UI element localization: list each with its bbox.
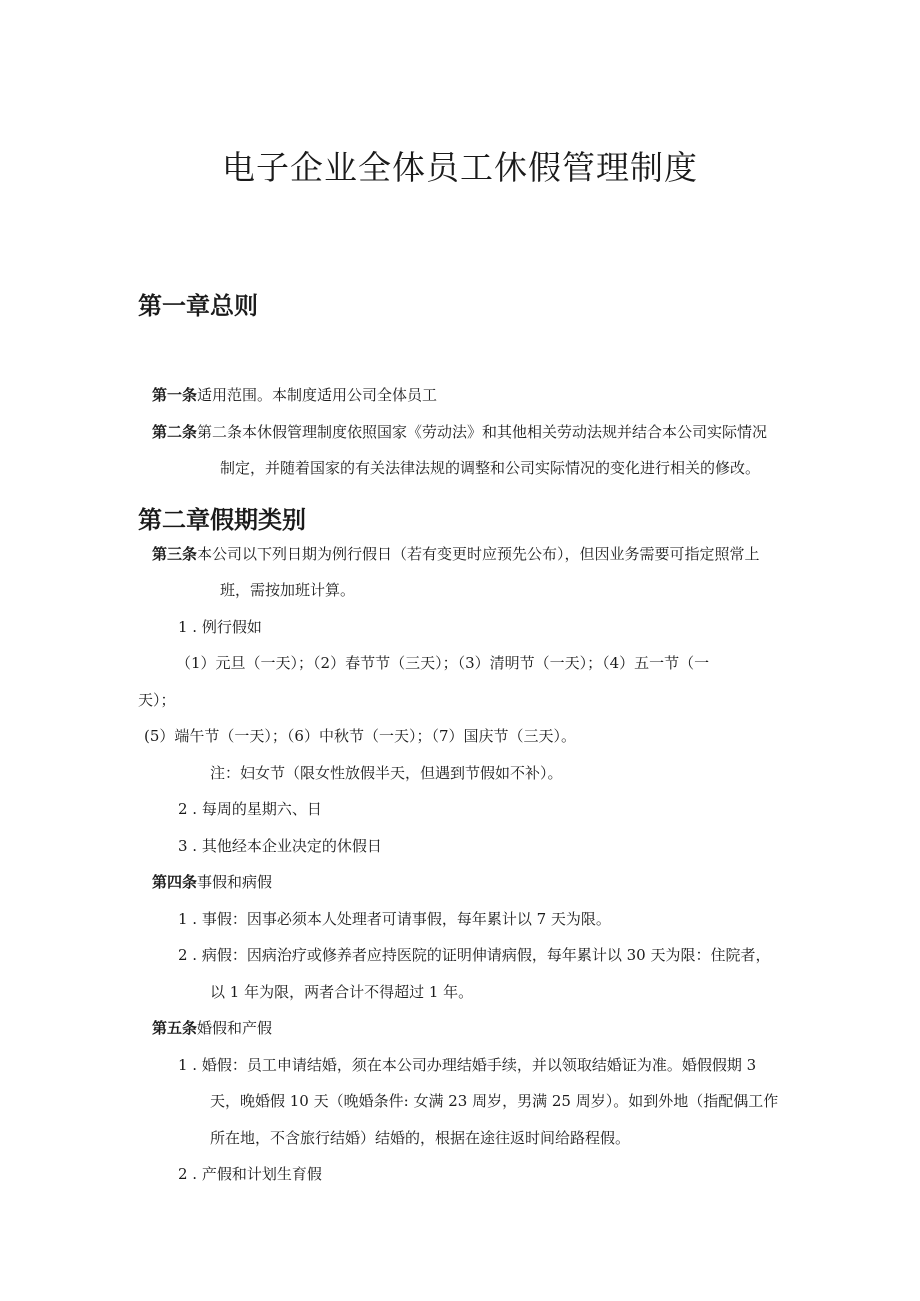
article-1-text: 适用范围。本制度适用公司全体员工 [197,386,438,404]
article-4-item-2-line-2: 以 1 年为限，两者合计不得超过 1 年。 [210,983,474,1001]
article-3-item-2: 2 . 每周的星期六、日 [178,800,322,818]
holiday-note: 注：妇女节（限女性放假半天，但遇到节假如不补）。 [210,764,563,782]
article-2-line-2: 制定，并随着国家的有关法律法规的调整和公司实际情况的变化进行相关的修改。 [220,459,761,477]
article-5-item-1-line-2: 天，晚婚假 10 天（晚婚条件: 女满 23 周岁，男满 25 周岁）。如到外地（指配偶工作 [210,1092,779,1110]
article-2-line-1 [152,422,767,442]
article-4-label: 第四条 [152,873,198,891]
holiday-list-line-1: （1）元旦（一天）；（2）春节节（三天）；（3）清明节（一天）；（4）五一节（一 [176,654,710,672]
article-4-item-2-line-1: 2 . 病假：因病治疗或修养者应持医院的证明伸请病假，每年累计以 30 天为限：住院者， [178,946,771,964]
article-3-item-1: 1 . 例行假如 [178,618,262,636]
article-5-label: 第五条 [152,1019,198,1037]
article-1 [152,385,437,405]
article-1-label: 第一条 [152,386,198,404]
document-title: 电子企业全体员工休假管理制度 [222,148,698,187]
article-3-line-2: 班，需按加班计算。 [220,581,356,599]
article-4 [152,872,272,892]
article-2-text-1: 第二条本休假管理制度依照国家《劳动法》和其他相关劳动法规并结合本公司实际情况 [197,423,768,441]
chapter-1-heading: 第一章总则 [138,292,258,320]
article-5-item-1-line-1: 1 . 婚假：员工申请结婚，须在本公司办理结婚手续，并以领取结婚证为准。婚假假期 3 [178,1056,757,1074]
article-3-line-1 [152,544,760,564]
article-4-text: 事假和病假 [197,873,273,891]
article-5-item-1-line-3: 所在地，不含旅行结婚）结婚的，根据在途往返时间给路程假。 [210,1129,631,1147]
article-5 [152,1018,272,1038]
article-2-label: 第二条 [152,423,198,441]
article-3-item-3: 3 . 其他经本企业决定的休假日 [178,837,382,855]
article-4-item-1: 1 . 事假：因事必须本人处理者可请事假，每年累计以 7 天为限。 [178,910,611,928]
chapter-2-heading: 第二章假期类别 [138,506,306,534]
article-3-label: 第三条 [152,545,198,563]
article-5-text: 婚假和产假 [197,1019,273,1037]
holiday-list-line-3: (5）端午节（一天）；（6）中秋节（一天）；（7）国庆节（三天）。 [144,727,576,745]
holiday-list-line-2: 天）； [138,691,176,709]
article-5-item-2: 2 . 产假和计划生育假 [178,1165,322,1183]
article-3-text-1: 本公司以下列日期为例行假日（若有变更时应预先公布），但因业务需要可指定照常上 [197,545,760,563]
